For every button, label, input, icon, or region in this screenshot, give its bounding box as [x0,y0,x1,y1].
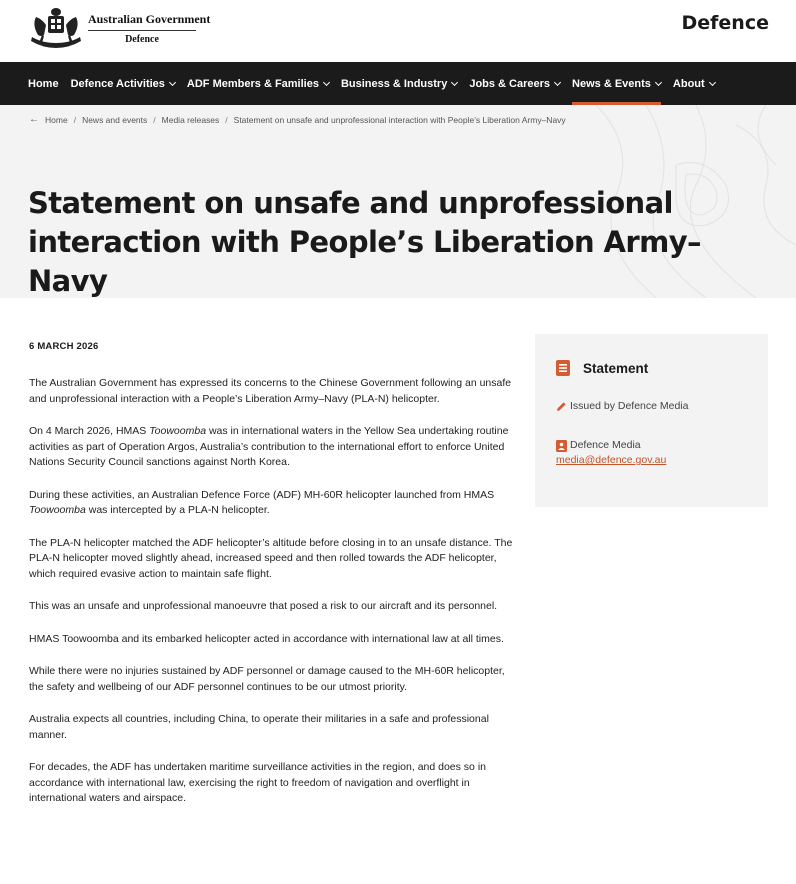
department-name: Defence [125,34,159,45]
article-paragraph: While there were no injuries sustained by ADF personnel or damage caused to the MH-60R helicopter, the safety and wellbeing of our ADF personnel continues to be our utmost priority. [29,665,505,693]
nav-item-defence-activities[interactable] [65,62,181,105]
nav-label: ADF Members & Families [186,77,319,90]
gov-name: Australian Government [88,12,211,26]
pencil-icon [556,401,567,412]
breadcrumb-current: Statement on unsafe and unprofessional interaction with People’s Liberation Army–Navy [233,114,566,125]
article-body [29,376,519,824]
sidebar-heading-label: Statement [583,360,649,376]
article-paragraph: Australia expects all countries, including China, to operate their militaries in a safe and professional manner. [29,713,489,741]
back-arrow-icon[interactable]: ← [29,114,39,125]
article-paragraph: HMAS Toowoomba and its embarked helicopter acted in accordance with international law at all times. [29,632,504,645]
nav-item-business-industry[interactable] [335,62,463,105]
breadcrumb-media-releases[interactable]: Media releases [161,114,220,125]
ship-name: Toowoomba [29,504,86,516]
issued-by-text: Issued by Defence Media [570,400,689,412]
coat-of-arms-icon [28,5,84,49]
chevron-down-icon [451,78,458,85]
government-logo-text[interactable] [88,12,211,45]
issued-by [556,400,688,412]
logo-divider [88,30,196,31]
publish-date: 6 MARCH 2026 [29,341,99,352]
breadcrumb-separator: / [153,114,156,125]
site-header [0,0,796,62]
article-paragraph: The Australian Government has expressed its concerns to the Chinese Government following an unsafe and unprofessional interaction with a People’s Liberation Army–Navy (PLA-N) helicopter. [29,377,512,405]
sidebar-heading [556,360,648,376]
nav-label: Jobs & Careers [469,77,551,90]
nav-label: Business & Industry [340,77,448,90]
media-contact [556,438,666,468]
site-name[interactable]: Defence [681,12,769,34]
nav-item-news-events[interactable] [566,62,667,105]
nav-item-jobs-careers[interactable] [463,62,566,105]
nav-label: Defence Activities [70,77,165,90]
nav-item-about[interactable] [667,62,721,105]
chevron-down-icon [655,78,662,85]
page-title: Statement on unsafe and unprofessional interaction with People’s Liberation Army–Navy [28,186,701,298]
chevron-down-icon [169,78,176,85]
breadcrumb-separator: / [73,114,77,125]
article-paragraph: On 4 March 2026, HMAS Toowoomba was in international waters in the Yellow Sea undertaking routine activities as part of Operation Argos, Australia’s contribution to the international effort to enforce United Nations Security Council sanctions against North Korea. [29,425,509,468]
article-paragraph: For decades, the ADF has undertaken maritime surveillance activities in the region, and does so in accordance with international law, exercising the right to freedom of navigation and overflight in international waters and airspace. [29,761,486,804]
page-hero [0,105,796,298]
breadcrumb-home[interactable]: Home [45,114,68,125]
document-icon [556,360,570,376]
article-paragraph: The PLA-N helicopter matched the ADF helicopter’s altitude before closing in to an unsafe distance. The PLA-N helicopter moved slightly ahead, increased speed and then rolled towards the ADF helicopter, which required evasive action to maintain safe flight. [29,536,513,580]
chevron-down-icon [709,78,716,85]
ship-name: Toowoomba [149,425,207,437]
contact-name: Defence Media [570,439,641,451]
chevron-down-icon [554,78,561,85]
contact-email-link[interactable]: media@defence.gov.au [556,454,667,466]
contact-card-icon [556,440,567,452]
nav-item-home[interactable] [22,62,65,105]
breadcrumb-news-events[interactable]: News and events [82,114,148,125]
article-paragraph: This was an unsafe and unprofessional manoeuvre that posed a risk to our aircraft and its personnel. [29,600,498,612]
nav-label: About [672,77,705,90]
statement-sidebar [535,334,768,507]
nav-item-adf-members[interactable] [181,62,335,105]
article-paragraph: During these activities, an Australian Defence Force (ADF) MH-60R helicopter launched from HMAS Toowoomba was intercepted by a PLA-N helicopter. [29,488,495,516]
breadcrumb-separator: / [225,114,228,125]
nav-label: Home [28,77,59,90]
nav-label: News & Events [572,77,651,90]
main-nav [0,62,796,105]
chevron-down-icon [323,78,330,85]
breadcrumb [29,114,566,125]
